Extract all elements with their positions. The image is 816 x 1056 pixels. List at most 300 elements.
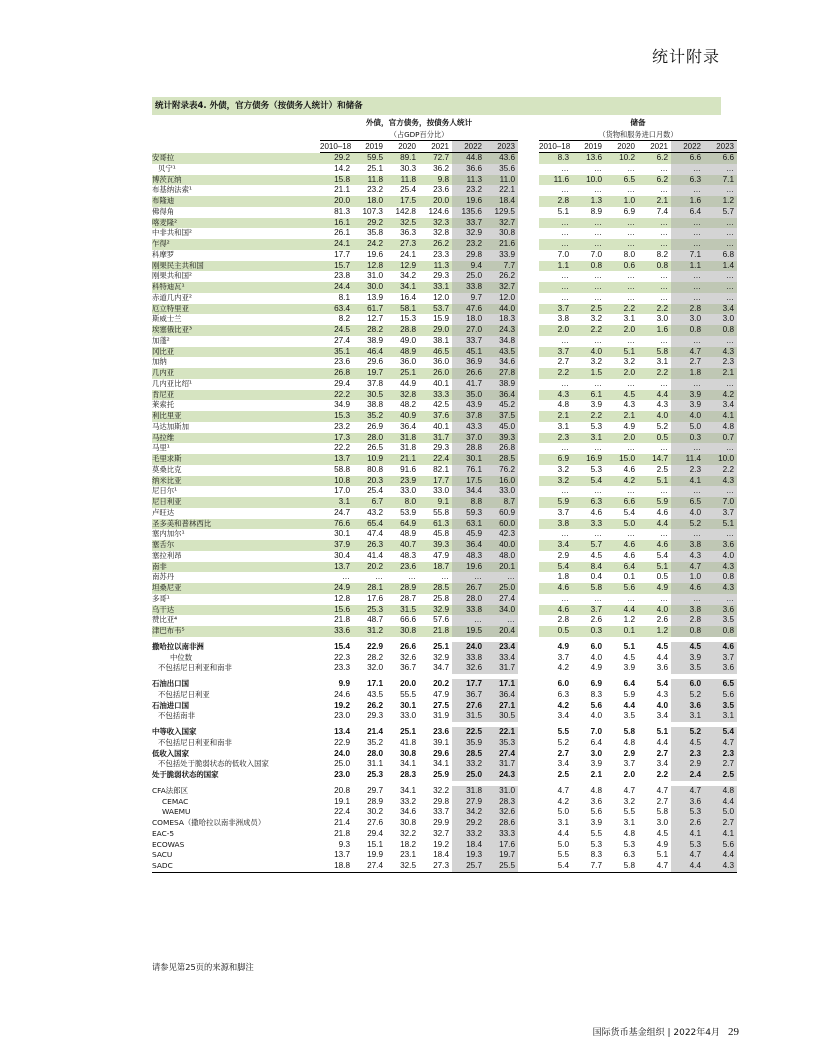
reserves-value: … [593,163,602,173]
reserves-value: 4.3 [656,400,668,410]
debt-value: 25.7 [452,861,485,872]
column-gap [518,390,539,401]
debt-value: 31.8 [386,433,419,444]
debt-value: 53.9 [400,507,416,517]
reserves-value: 0.1 [623,572,635,582]
debt-value: 27.0 [452,325,485,336]
debt-value: 29.2 [353,218,386,229]
debt-value: 23.6 [433,185,449,195]
group1-subtitle: （占GDP百分比） [320,129,518,141]
reserves-value: … [626,271,635,281]
reserves-value: 4.6 [623,550,635,560]
column-gap [518,711,539,722]
row-label: 赤道几内亚² [152,292,192,302]
debt-value: 32.9 [419,605,452,616]
debt-value: 30.1 [400,700,416,710]
debt-value: 31.7 [419,433,452,444]
reserves-value: … [659,593,668,603]
debt-value: 59.3 [452,508,485,519]
reserves-value: 3.6 [704,605,737,616]
reserves-value: 4.3 [671,551,704,562]
reserves-value: 2.3 [704,357,737,368]
debt-value: 32.3 [419,218,452,229]
reserves-value: 4.2 [557,796,569,806]
row-label: 喀麦隆² [152,218,320,229]
debt-value: 23.9 [386,476,419,487]
reserves-value: … [704,282,737,293]
column-gap [518,164,539,175]
table-row [152,759,737,770]
debt-value: 28.0 [367,748,383,758]
column-gap [518,605,539,616]
reserves-value: 6.8 [704,250,737,261]
reserves-value: … [605,239,638,250]
table-row [152,840,737,851]
table-row [152,314,737,325]
reserves-value: 3.4 [539,540,572,551]
debt-value: 17.3 [320,433,353,444]
column-gap [518,850,539,861]
debt-value: 89.1 [386,153,419,164]
table-row [152,572,737,583]
reserves-value: 1.3 [572,196,605,207]
reserves-value: 8.3 [590,689,602,699]
reserves-value: 2.2 [539,368,572,379]
reserves-value: … [560,335,569,345]
row-label: 科特迪瓦¹ [152,282,320,293]
reserves-value: 2.9 [623,748,635,758]
debt-value: 49.0 [400,335,416,345]
debt-value: 25.1 [386,368,419,379]
debt-value: 31.5 [452,711,485,722]
debt-value: 8.1 [338,292,350,302]
debt-value: 22.5 [452,727,485,738]
debt-value: 43.6 [485,153,518,164]
debt-value: 28.5 [419,583,452,594]
debt-value: 42.3 [485,529,518,540]
reserves-value: 1.2 [638,626,671,637]
debt-value: 27.4 [485,594,518,605]
table-body [152,153,737,873]
debt-value: 21.4 [367,727,383,737]
debt-value: 35.6 [485,164,518,175]
debt-value: 29.3 [367,711,383,721]
row-label: 中等收入国家 [152,727,197,737]
reserves-value: 5.7 [572,540,605,551]
row-label: CEMAC [162,796,189,806]
debt-value: 23.3 [334,663,350,673]
debt-value: 11.3 [452,175,485,186]
debt-value: 28.9 [367,796,383,806]
reserves-value: 3.6 [704,540,737,551]
reserves-value: 15.0 [605,454,638,465]
debt-value: 44.8 [452,153,485,164]
debt-value: 61.3 [419,519,452,530]
debt-value: 23.1 [400,850,416,860]
reserves-value: 4.7 [704,738,737,749]
debt-value: 17.7 [452,679,485,690]
debt-value: 30.1 [334,529,350,539]
debt-value: 24.3 [485,770,518,781]
row-label: 不包括处于脆弱状态的低收入国家 [158,759,269,769]
debt-value: 32.6 [485,807,518,818]
reserves-value: … [659,228,668,238]
reserves-value: 2.3 [671,465,704,476]
reserves-value: 3.1 [704,711,737,722]
reserves-value: 3.4 [704,400,737,411]
reserves-value: 4.3 [539,390,572,401]
debt-value: 10.8 [320,476,353,487]
reserves-value: 2.3 [704,749,737,760]
table-row [152,218,737,229]
debt-value: 31.0 [485,786,518,797]
debt-value: 25.3 [353,605,386,616]
table-row [152,540,737,551]
reserves-value: 2.3 [671,749,704,760]
debt-value: 48.2 [400,400,416,410]
debt-value: 24.4 [320,282,353,293]
reserves-value: 5.2 [671,519,704,530]
debt-value: 12.8 [334,593,350,603]
debt-value: 30.8 [485,228,518,239]
reserves-value: 2.8 [557,615,569,625]
reserves-value: 2.6 [590,615,602,625]
debt-value: 9.9 [338,679,350,689]
reserves-value: 5.3 [671,807,704,818]
debt-value: 33.1 [419,282,452,293]
debt-value: 9.3 [338,839,350,849]
debt-value: 26.2 [367,700,383,710]
reserves-value: 3.1 [656,357,668,367]
column-gap [518,400,539,411]
row-label: COMESA（撒哈拉以南非洲成员） [152,818,266,828]
column-gap [518,347,539,358]
row-label: 刚果民主共和国 [152,261,320,272]
debt-value: 65.4 [353,519,386,530]
debt-value: 76.6 [320,519,353,530]
debt-value: 34.2 [452,807,485,818]
table-row [152,336,737,347]
reserves-value: … [593,443,602,453]
reserves-value: 5.2 [557,737,569,747]
column-gap [518,663,539,674]
column-gap [518,738,539,749]
reserves-value: 6.1 [572,390,605,401]
debt-value: 23.4 [485,642,518,653]
debt-value: 28.5 [452,749,485,760]
debt-value: 81.3 [334,206,350,216]
table-row [152,727,737,738]
reserves-value: 3.2 [623,357,635,367]
reserves-value: 5.3 [590,421,602,431]
reserves-value: 6.6 [671,153,704,164]
debt-value: 29.6 [433,748,449,758]
debt-value: … [407,572,416,582]
debt-value: 23.2 [452,185,485,196]
debt-value: 63.1 [452,519,485,530]
reserves-value: 11.6 [539,175,572,186]
row-label: 撒哈拉以南非洲 [152,641,204,651]
debt-value: 64.9 [386,519,419,530]
reserves-value: 3.6 [704,663,737,674]
table-row [152,476,737,487]
table-row [152,508,737,519]
row-label: CFA法郎区 [152,785,188,795]
reserves-value: 4.5 [656,828,668,838]
debt-value: 43.9 [452,400,485,411]
reserves-value: 3.1 [623,314,635,324]
reserves-value: 2.1 [605,411,638,422]
debt-value: 31.0 [367,271,383,281]
debt-value: 27.4 [353,861,386,872]
debt-value: 21.8 [334,828,350,838]
reserves-value: 3.5 [704,701,737,712]
debt-value: 34.6 [400,807,416,817]
debt-value: 25.5 [485,861,518,872]
debt-value: 39.1 [433,737,449,747]
debt-value: 32.6 [400,652,416,662]
table-row [152,615,737,626]
reserves-value: 5.5 [623,807,635,817]
table-row [152,497,737,508]
reserves-value: 3.9 [671,653,704,664]
reserves-value: 4.1 [671,829,704,840]
debt-value: 22.1 [485,727,518,738]
debt-value: 8.2 [338,314,350,324]
debt-value: 34.1 [386,282,419,293]
column-gap [518,797,539,808]
table-row [152,594,737,605]
table-row [152,390,737,401]
table-title: 统计附录表4. 外债，官方债务（按债务人统计）和储备 [152,97,721,115]
table-row [152,465,737,476]
column-gap [518,807,539,818]
reserves-value: … [659,163,668,173]
reserves-value: 5.9 [539,497,572,508]
debt-value: 33.8 [452,282,485,293]
debt-value: 6.7 [353,497,386,508]
row-label: 津巴布韦⁵ [152,626,320,637]
column-gap [518,508,539,519]
debt-value: 15.3 [320,411,353,422]
debt-value: 135.6 [452,207,485,218]
table-row [152,626,737,637]
reserves-value: 3.5 [704,615,737,626]
row-label: 南非 [152,562,320,573]
table-row [152,325,737,336]
debt-value: 12.7 [367,314,383,324]
table-row [152,711,737,722]
reserves-value: 4.7 [671,850,704,861]
debt-value: 30.1 [452,454,485,465]
group1-title: 外债，官方债务，按债务人统计 [365,118,473,127]
debt-value: 33.0 [400,486,416,496]
row-label: 毛里求斯 [152,454,320,465]
debt-value: 12.8 [353,261,386,272]
reserves-value: 4.9 [590,663,602,673]
reserves-value: … [626,443,635,453]
column-gap [518,594,539,605]
reserves-value: … [593,185,602,195]
debt-value: 34.1 [400,759,416,769]
reserves-value: … [671,486,704,497]
reserves-value: … [638,282,671,293]
row-label: 马里¹ [152,443,170,453]
reserves-value: 4.0 [590,711,602,721]
row-label: 赞比亚⁴ [152,615,178,625]
debt-value: 33.2 [452,829,485,840]
column-gap [518,207,539,218]
debt-value: … [374,572,383,582]
reserves-value: 2.7 [704,818,737,829]
debt-value: 37.8 [367,378,383,388]
debt-value: 23.6 [334,357,350,367]
reserves-value: … [560,228,569,238]
reserves-value: … [704,185,737,196]
debt-value: 20.2 [353,562,386,573]
reserves-value: … [671,218,704,229]
reserves-value: 0.8 [704,325,737,336]
debt-value: 35.8 [367,228,383,238]
row-label: 处于脆弱状态的国家 [152,770,219,780]
debt-value: 9.8 [419,175,452,186]
reserves-value: 2.4 [671,770,704,781]
row-label: 坦桑尼亚 [152,583,320,594]
table-row [152,749,737,760]
column-gap [518,642,539,653]
reserves-value: 4.4 [704,850,737,861]
reserves-value: 5.0 [671,422,704,433]
reserves-value: 3.7 [539,347,572,358]
reserves-value: … [671,185,704,196]
column-gap [518,325,539,336]
debt-value: 25.9 [433,770,449,780]
debt-value: 30.5 [485,711,518,722]
reserves-value: 6.3 [557,689,569,699]
reserves-value: 4.7 [656,785,668,795]
debt-value: 41.4 [367,550,383,560]
debt-value: 15.9 [433,314,449,324]
reserves-value: 3.4 [656,711,668,721]
reserves-value: 5.4 [656,679,668,689]
reserves-value: 5.4 [572,476,605,487]
table-row [152,861,737,872]
reserves-value: … [593,529,602,539]
reserves-value: 3.6 [671,797,704,808]
table-row [152,653,737,664]
table-row [152,690,737,701]
table-row [152,422,737,433]
reserves-value: 1.8 [671,368,704,379]
reserves-value: … [704,336,737,347]
debt-value: 27.6 [367,818,383,828]
reserves-value: 0.5 [539,626,572,637]
reserves-value: 10.0 [572,175,605,186]
column-gap [518,749,539,760]
year-header: 2019 [572,141,605,153]
reserves-value: 13.6 [572,153,605,164]
column-gap [518,615,539,626]
reserves-value: 5.2 [671,727,704,738]
reserves-value: 6.4 [590,737,602,747]
reserves-value: 0.8 [572,261,605,272]
reserves-value: 4.5 [605,390,638,401]
debt-value: 39.3 [419,540,452,551]
debt-value: 27.9 [452,797,485,808]
row-label: 乍得² [152,239,320,250]
reserves-value: 6.0 [557,679,569,689]
reserves-value: 4.0 [671,411,704,422]
debt-value: 33.0 [433,486,449,496]
reserves-value: … [560,529,569,539]
reserves-value: … [560,486,569,496]
debt-value: 37.5 [485,411,518,422]
debt-value: 33.8 [452,605,485,616]
reserves-value: 0.5 [638,433,671,444]
table-row [152,551,737,562]
column-gap [518,411,539,422]
table-row [152,228,737,239]
debt-value: 17.0 [334,486,350,496]
debt-value: 34.2 [400,271,416,281]
reserves-value: 2.2 [656,770,668,780]
reserves-value: 2.6 [656,615,668,625]
column-gap [518,562,539,573]
debt-value: 25.4 [367,486,383,496]
reserves-value: 4.4 [656,652,668,662]
reserves-value: 4.6 [590,507,602,517]
row-label: 不包括南非 [158,711,195,721]
reserves-value: 4.8 [623,737,635,747]
reserves-value: 5.6 [704,840,737,851]
reserves-value: 4.7 [638,861,671,872]
reserves-value: 4.3 [704,476,737,487]
reserves-value: 1.4 [704,261,737,272]
debt-value: 30.8 [400,818,416,828]
row-label: 塞内加尔¹ [152,529,185,539]
reserves-value: 4.6 [539,605,572,616]
debt-value: 33.6 [320,626,353,637]
debt-value: 12.0 [433,292,449,302]
reserves-value: 6.4 [605,562,638,573]
debt-value: 28.3 [485,797,518,808]
reserves-value: 4.1 [671,476,704,487]
column-gap [518,786,539,797]
reserves-value: 5.6 [704,690,737,701]
debt-value: 27.6 [452,701,485,712]
debt-value: 36.7 [452,690,485,701]
reserves-value: 4.4 [623,700,635,710]
debt-value: 36.4 [485,690,518,701]
debt-value: 19.1 [334,796,350,806]
debt-value: 33.2 [400,796,416,806]
debt-value: 32.5 [386,218,419,229]
reserves-value: 6.4 [623,679,635,689]
reserves-value: 8.2 [656,249,668,259]
reserves-value: 5.6 [605,583,638,594]
reserves-value: 4.6 [605,540,638,551]
reserves-value: 2.5 [572,304,605,315]
debt-value: 18.0 [452,314,485,325]
debt-value: 47.4 [367,529,383,539]
reserves-value: 1.2 [704,196,737,207]
debt-value: 27.5 [433,700,449,710]
debt-value: 33.0 [400,711,416,721]
reserves-value: … [560,163,569,173]
reserves-value: 0.8 [704,626,737,637]
row-label: 加纳 [152,357,167,367]
debt-value: 18.7 [419,562,452,573]
